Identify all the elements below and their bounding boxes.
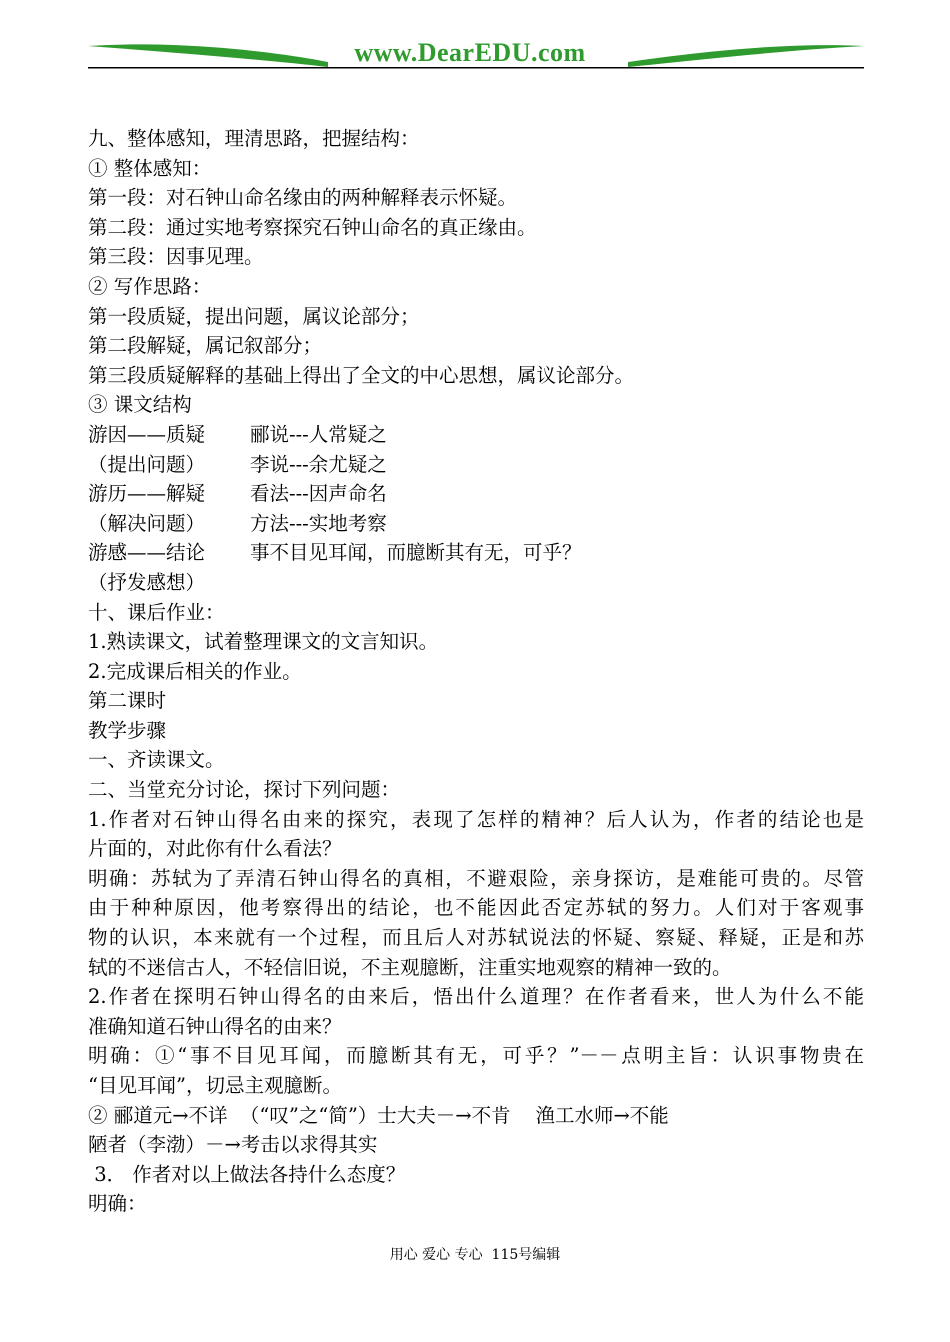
structure-right: 李说---余尤疑之 <box>250 452 387 476</box>
answer-line: 陋者（李渤）－→考击以求得其实 <box>88 1133 378 1157</box>
question-line: 1.作者对石钟山得名由来的探究，表现了怎样的精神？后人认为，作者的结论也是 <box>88 807 864 831</box>
subheading: 第二课时 <box>88 689 167 713</box>
subheading: ② 写作思路： <box>88 274 212 298</box>
text-line: 第二段：通过实地考察探究石钟山命名的真正缘由。 <box>88 215 537 239</box>
text-line: 第一段：对石钟山命名缘由的两种解释表示怀疑。 <box>88 186 518 210</box>
subheading: 教学步骤 <box>88 718 167 742</box>
structure-right: 方法---实地考察 <box>250 511 387 535</box>
structure-row <box>88 420 864 450</box>
section-heading: 九、整体感知，理清思路，把握结构： <box>88 127 420 150</box>
answer-line: 轼的不迷信古人，不轻信旧说，不主观臆断，注重实地观察的精神一致的。 <box>88 955 732 979</box>
answer-line: 明确： <box>88 1192 147 1216</box>
page-header <box>88 36 864 72</box>
answer-line: ② 郦道元→不详 （“叹”之“简”）士大夫－→不肯 渔工水师→不能 <box>88 1103 669 1127</box>
answer-line: 明确：苏轼为了弄清石钟山得名的真相，不避艰险，亲身探访，是难能可贵的。尽管 <box>88 866 864 890</box>
structure-row <box>88 568 864 598</box>
site-logo: www.DearEDU.com <box>354 38 586 67</box>
text-line: 二、当堂充分讨论，探讨下列问题： <box>88 778 401 802</box>
text-line: 第三段：因事见理。 <box>88 245 264 269</box>
question-line: 准确知道石钟山得名的由来？ <box>88 1014 342 1038</box>
subheading: ③ 课文结构 <box>88 393 192 417</box>
structure-left: （抒发感想） <box>88 570 206 594</box>
text-line: 第一段质疑，提出问题，属议论部分； <box>88 304 420 328</box>
document-body <box>88 124 864 1219</box>
structure-right: 事不目见耳闻，而臆断其有无，可乎？ <box>250 541 582 565</box>
structure-left: 游因——质疑 <box>88 422 206 446</box>
text-line: 一、齐读课文。 <box>88 748 225 772</box>
structure-left: 游历——解疑 <box>88 482 206 506</box>
structure-row <box>88 450 864 480</box>
structure-row <box>88 538 864 568</box>
question-line: 2.作者在探明石钟山得名的由来后，悟出什么道理？在作者看来，世人为什么不能 <box>88 985 864 1009</box>
structure-left: 游感——结论 <box>88 541 206 565</box>
structure-right: 郦说---人常疑之 <box>250 422 387 446</box>
text-line: 1.熟读课文，试着整理课文的文言知识。 <box>88 630 439 654</box>
structure-right: 看法---因声命名 <box>250 482 387 506</box>
text-line: 第三段质疑解释的基础上得出了全文的中心思想，属议论部分。 <box>88 363 635 387</box>
answer-line: 明确：①“事不目见耳闻，而臆断其有无，可乎？”－－点明主旨：认识事物贵在 <box>88 1044 864 1068</box>
structure-left: （解决问题） <box>88 511 206 535</box>
subheading: ① 整体感知： <box>88 156 212 180</box>
section-heading: 十、课后作业： <box>88 600 225 624</box>
structure-left: （提出问题） <box>88 452 206 476</box>
page-footer: 用心 爱心 专心 115号编辑 <box>389 1247 561 1263</box>
answer-line: “目见耳闻”，切忌主观臆断。 <box>88 1074 342 1097</box>
question-line: 3． 作者对以上做法各持什么态度？ <box>88 1162 406 1186</box>
answer-line: 物的认识，本来就有一个过程，而且后人对苏轼说法的怀疑、察疑、释疑，正是和苏 <box>88 926 864 950</box>
question-line: 片面的，对此你有什么看法？ <box>88 837 342 861</box>
text-line: 第二段解疑，属记叙部分； <box>88 334 323 358</box>
structure-row <box>88 479 864 509</box>
answer-line: 由于种种原因，他考察得出的结论，也不能因此否定苏轼的努力。人们对于客观事 <box>88 896 864 920</box>
text-line: 2.完成课后相关的作业。 <box>88 659 302 683</box>
structure-row <box>88 509 864 539</box>
